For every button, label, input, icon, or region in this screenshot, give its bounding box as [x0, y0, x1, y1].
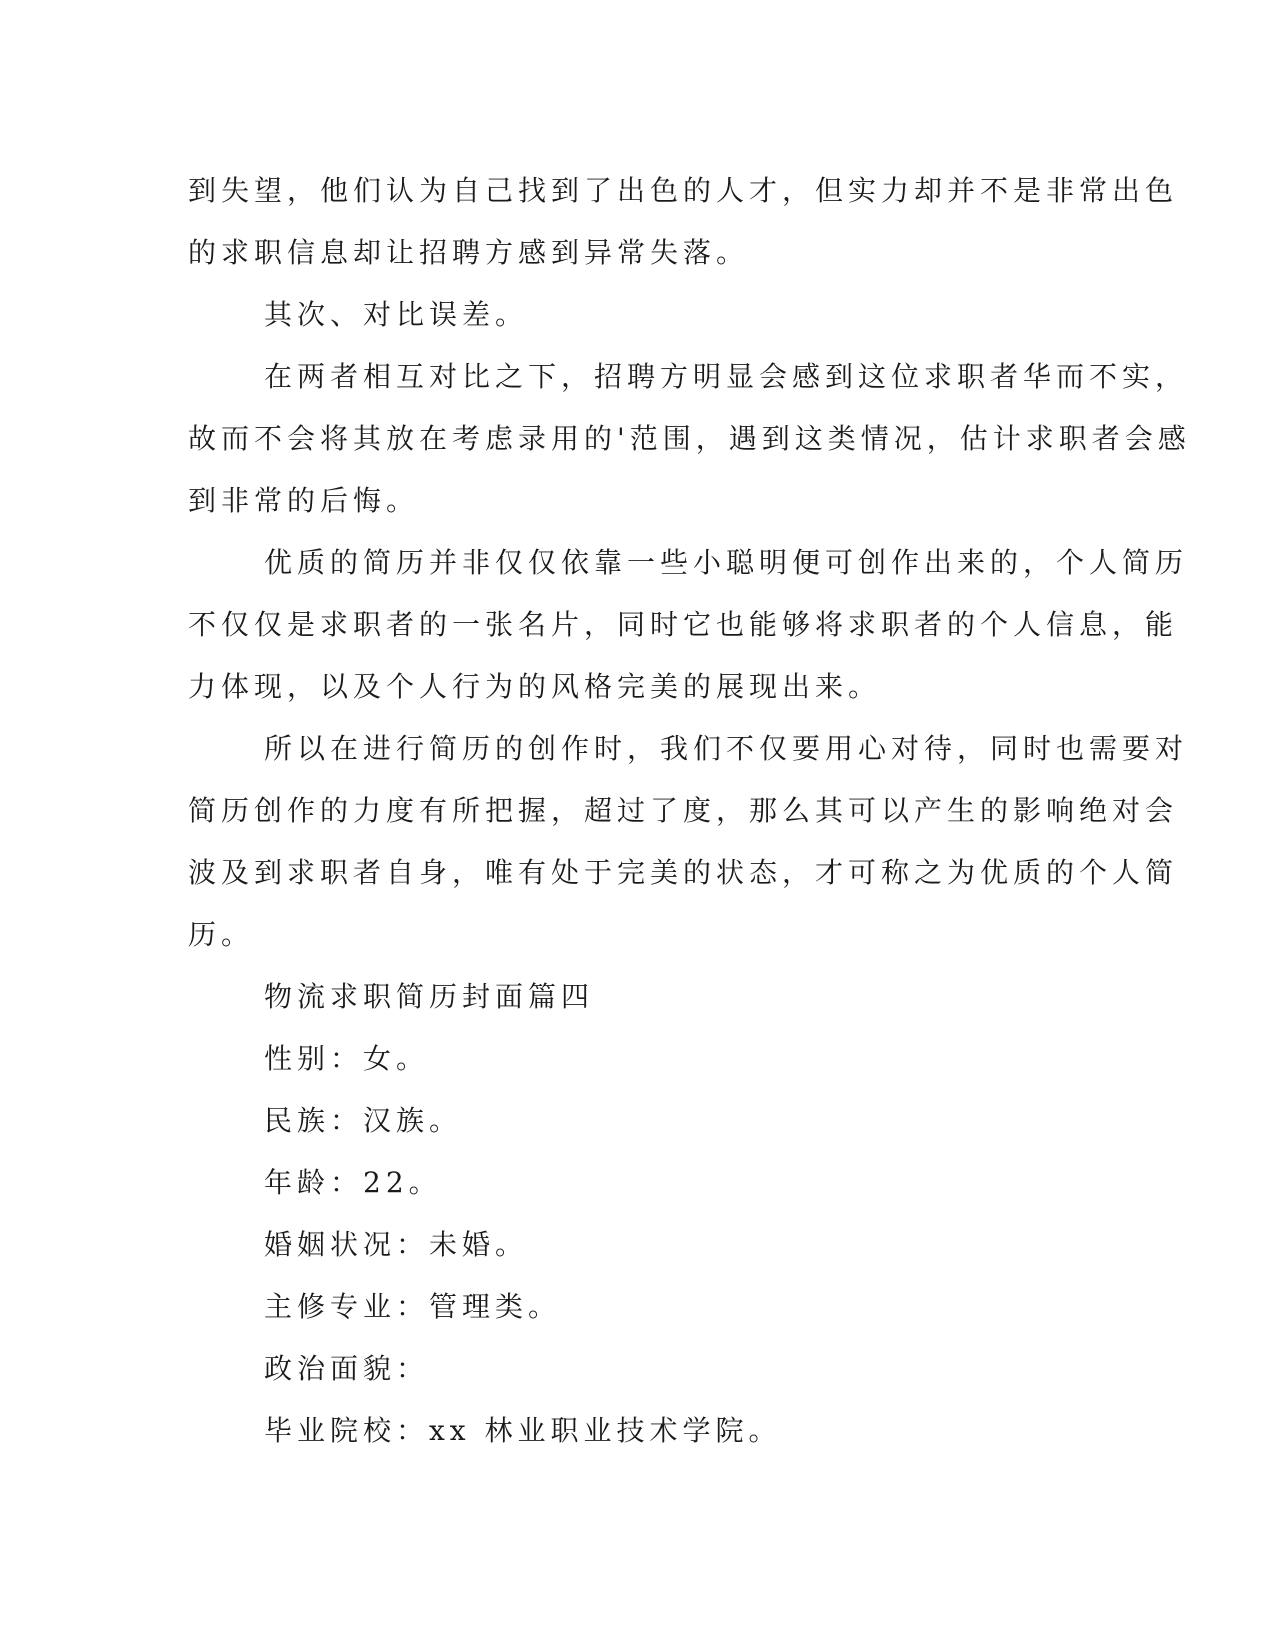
text-line: 简历创作的力度有所把握，超过了度，那么其可以产生的影响绝对会 [188, 794, 1179, 827]
field-school: 毕业院校：xx 林业职业技术学院。 [264, 1414, 782, 1447]
text-line: 到非常的后悔。 [188, 484, 420, 517]
text-line: 波及到求职者自身，唯有处于完美的状态，才可称之为优质的个人简 [188, 856, 1179, 889]
field-marital-status: 婚姻状况：未婚。 [264, 1228, 529, 1261]
text-line: 故而不会将其放在考虑录用的'范围，遇到这类情况，估计求职者会感 [188, 422, 1191, 455]
text-line: 历。 [188, 918, 255, 951]
text-line: 所以在进行简历的创作时，我们不仅要用心对待，同时也需要对 [264, 732, 1189, 765]
field-gender: 性别：女。 [264, 1042, 430, 1075]
paragraph-5 [188, 718, 1189, 966]
field-political-status: 政治面貌： [264, 1352, 430, 1385]
paragraph-4 [188, 532, 1189, 718]
paragraph-2 [188, 284, 1078, 346]
text-line: 优质的简历并非仅仅依靠一些小聪明便可创作出来的，个人简历 [264, 546, 1189, 579]
paragraph-3 [188, 346, 1191, 532]
document-body [188, 160, 1191, 1462]
text-line: 到失望，他们认为自己找到了出色的人才，但实力却并不是非常出色 [188, 174, 1179, 207]
field-age: 年龄：22。 [264, 1166, 442, 1199]
text-line: 的求职信息却让招聘方感到异常失落。 [188, 236, 750, 269]
text-line: 不仅仅是求职者的一张名片，同时它也能够将求职者的个人信息，能 [188, 608, 1179, 641]
paragraph-1 [188, 160, 1179, 284]
text-line: 在两者相互对比之下，招聘方明显会感到这位求职者华而不实， [264, 360, 1189, 393]
text-line: 其次、对比误差。 [264, 298, 529, 331]
section-title: 物流求职简历封面篇四 [264, 980, 595, 1013]
text-line: 力体现，以及个人行为的风格完美的展现出来。 [188, 670, 882, 703]
field-major: 主修专业：管理类。 [264, 1290, 562, 1323]
field-ethnicity: 民族：汉族。 [264, 1104, 463, 1137]
